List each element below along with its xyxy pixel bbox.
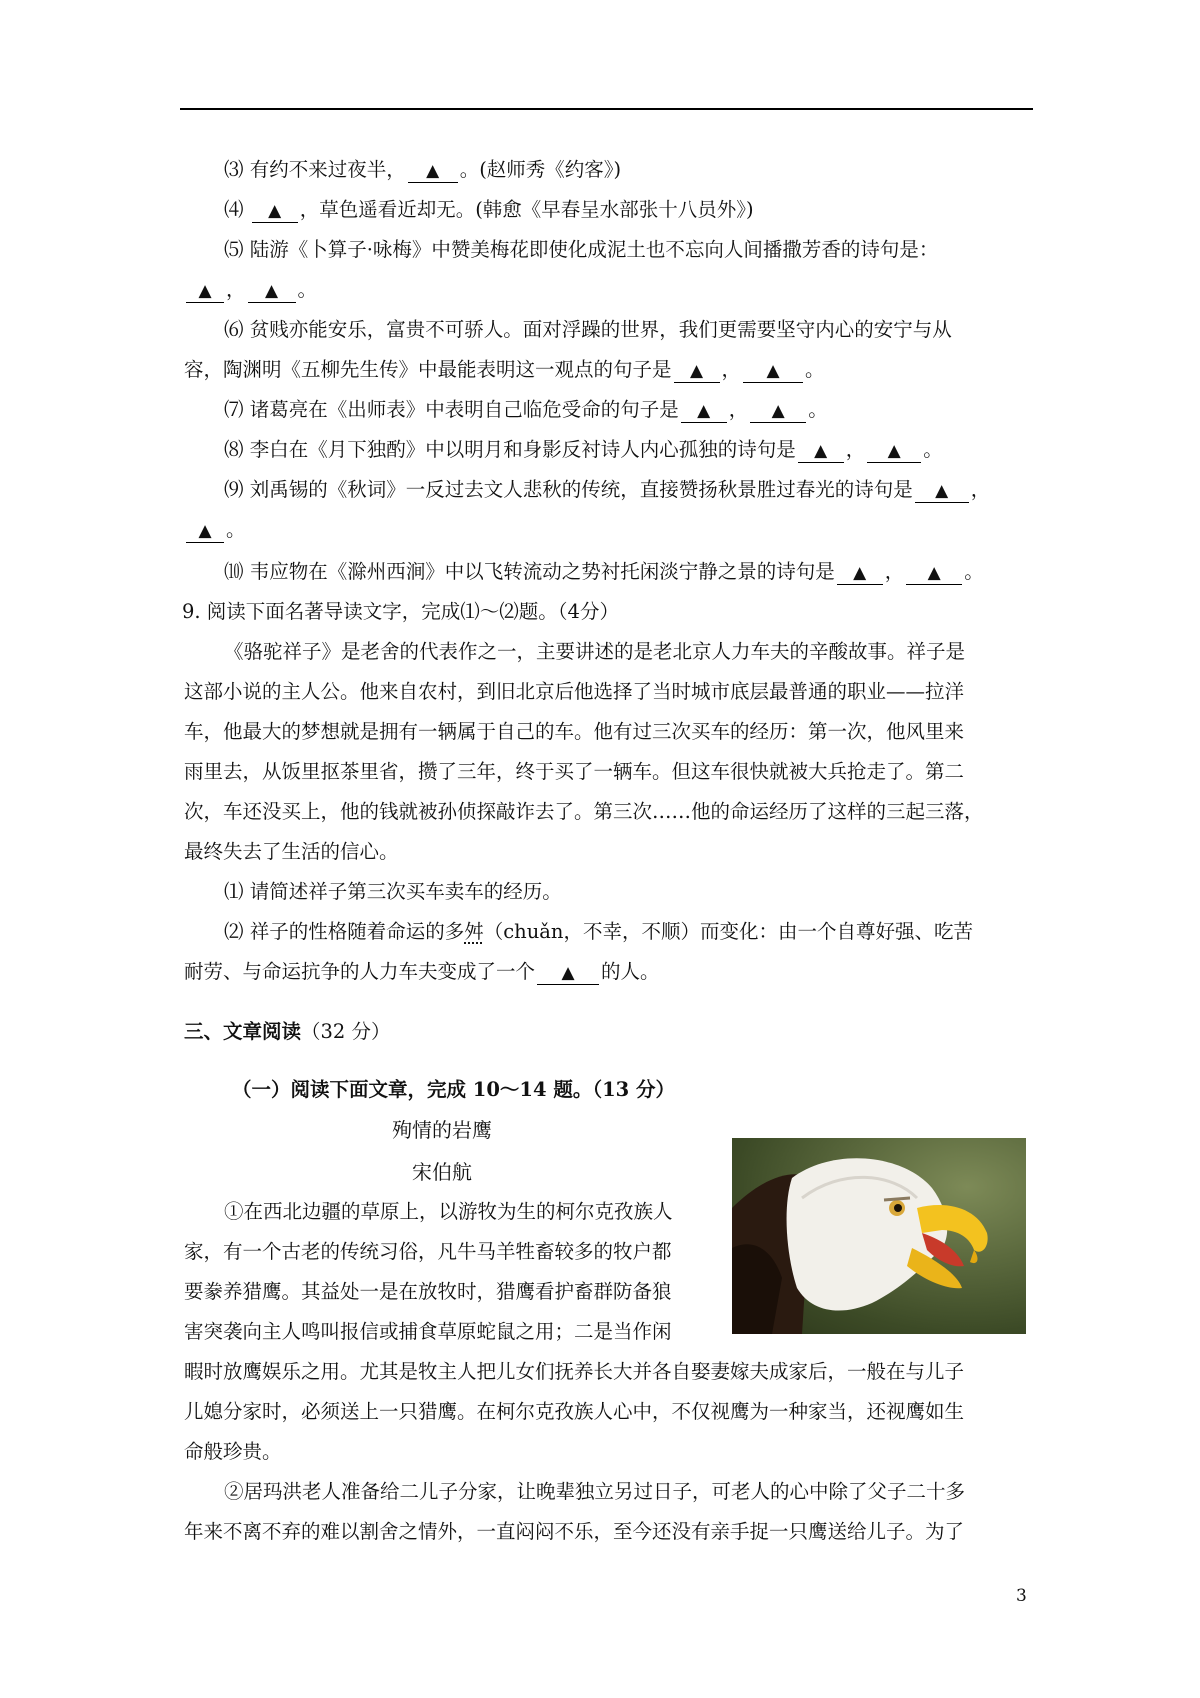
q8-item-10: ⑽ 韦应物在《滁州西涧》中以飞转流动之势衬托闲淡宁静之景的诗句是 ▲ ， ▲ 。 xyxy=(224,560,984,583)
eagle-photo xyxy=(732,1138,1026,1334)
article-para-1-line: ①在西北边疆的草原上，以游牧为生的柯尔克孜族人 xyxy=(224,1200,673,1223)
article-para-1-line: 家，有一个古老的传统习俗，凡牛马羊牲畜较多的牧户都 xyxy=(184,1240,672,1263)
article-para-2-line: ②居玛洪老人准备给二儿子分家，让晚辈独立另过日子，可老人的心中除了父子二十多 xyxy=(224,1480,966,1503)
q9-para-line: 次，车还没买上，他的钱就被孙侦探敲诈去了。第三次……他的命运经历了这样的三起三落， xyxy=(184,800,984,823)
q8-item-9-cont: ▲ 。 xyxy=(184,516,246,544)
q9-para-line: 这部小说的主人公。他来自农村，到旧北京后他选择了当时城市底层最普通的职业——拉洋 xyxy=(184,680,965,703)
q8-item-7: ⑺ 诸葛亮在《出师表》中表明自己临危受命的句子是 ▲ ， ▲ 。 xyxy=(224,398,828,421)
eagle-icon xyxy=(732,1138,1026,1334)
q8-item-6-cont: 容，陶渊明《五柳先生传》中最能表明这一观点的句子是 ▲ ， ▲ 。 xyxy=(184,358,825,381)
q8-item-5: ⑸ 陆游《卜算子·咏梅》中赞美梅花即使化成泥土也不忘向人间播撒芳香的诗句是： xyxy=(224,238,939,261)
q8-item-6: ⑹ 贫贱亦能安乐，富贵不可骄人。面对浮躁的世界，我们更需要坚守内心的安宁与从 xyxy=(224,318,952,341)
section-3-subheading: （一）阅读下面文章，完成 10～14 题。（13 分） xyxy=(232,1078,676,1101)
article-para-1-line: 儿媳分家时，必须送上一只猎鹰。在柯尔克孜族人心中，不仅视鹰为一种家当，还视鹰如生 xyxy=(184,1400,965,1423)
article-para-1-line: 要豢养猎鹰。其益处一是在放牧时，猎鹰看护畜群防备狼 xyxy=(184,1280,672,1303)
article-para-1-end: 命般珍贵。 xyxy=(184,1440,282,1463)
q9-para-line: 最终失去了生活的信心。 xyxy=(184,840,399,863)
q9-para-line: 车，他最大的梦想就是拥有一辆属于自己的车。他有过三次买车的经历：第一次，他风里来 xyxy=(184,720,965,743)
q8-item-3: ⑶ 有约不来过夜半， ▲ 。(赵师秀《约客》) xyxy=(224,158,622,181)
q9-heading: 9. 阅读下面名著导读文字，完成⑴～⑵题。（4分） xyxy=(182,600,619,623)
article-para-1-line: 暇时放鹰娱乐之用。尤其是牧主人把儿女们抚养长大并各自娶妻嫁夫成家后，一般在与儿子 xyxy=(184,1360,965,1383)
q9-sub2-cont: 耐劳、与命运抗争的人力车夫变成了一个 ▲ 的人。 xyxy=(184,960,660,983)
article-para-1-line: 害突袭向主人鸣叫报信或捕食草原蛇鼠之用；二是当作闲 xyxy=(184,1320,672,1343)
q9-sub2: ⑵ 祥子的性格随着命运的多舛（chuǎn，不幸，不顺）而变化：由一个自尊好强、吃苦 xyxy=(224,920,973,943)
article-title: 殉情的岩鹰 xyxy=(392,1118,492,1142)
q9-para-line: 雨里去，从饭里抠茶里省，攒了三年，终于买了一辆车。但这车很快就被大兵抢走了。第二 xyxy=(184,760,965,783)
article-para-2-line: 年来不离不弃的难以割舍之情外，一直闷闷不乐，至今还没有亲手捉一只鹰送给儿子。为了 xyxy=(184,1520,965,1543)
section-3-heading: 三、文章阅读（32 分） xyxy=(184,1020,391,1043)
q8-item-8: ⑻ 李白在《月下独酌》中以明月和身影反衬诗人内心孤独的诗句是 ▲ ， ▲ 。 xyxy=(224,438,943,461)
page-number: 3 xyxy=(1016,1586,1027,1606)
header-rule xyxy=(180,108,1033,110)
q9-para-line: 《骆驼祥子》是老舍的代表作之一，主要讲述的是老北京人力车夫的辛酸故事。祥子是 xyxy=(224,640,966,663)
article-author: 宋伯航 xyxy=(412,1160,472,1184)
q9-sub1: ⑴ 请简述祥子第三次买车卖车的经历。 xyxy=(224,880,562,903)
q8-item-4: ⑷ ▲ ，草色遥看近却无。(韩愈《早春呈水部张十八员外》) xyxy=(224,198,754,221)
q8-item-5-answer: ▲ ， ▲ 。 xyxy=(184,276,317,304)
q8-item-9: ⑼ 刘禹锡的《秋词》一反过去文人悲秋的传统，直接赞扬秋景胜过春光的诗句是 ▲ ， xyxy=(224,478,991,501)
